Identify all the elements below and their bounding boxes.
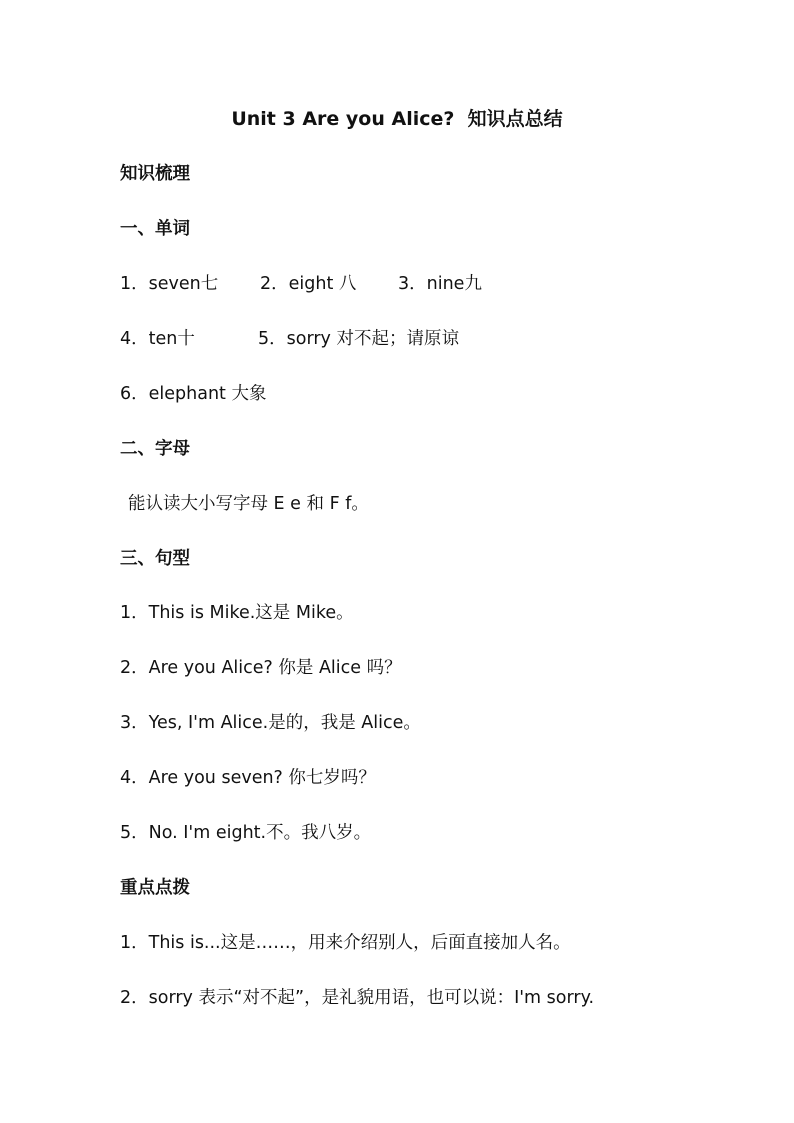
word-item: 5．sorry 对不起；请原谅 <box>258 329 459 349</box>
section-heading-overview: 知识梳理 <box>120 164 190 184</box>
letters-text: 能认读大小写字母 E e 和 F f。 <box>128 494 369 514</box>
word-item: 2．eight 八 <box>260 274 357 294</box>
key-points-heading: 重点点拨 <box>120 878 190 898</box>
key-point-item: 1．This is...这是……，用来介绍别人，后面直接加人名。 <box>120 933 571 953</box>
document-title: Unit 3 Are you Alice? 知识点总结 <box>231 108 563 130</box>
sentence-item: 1．This is Mike.这是 Mike。 <box>120 603 354 623</box>
sentence-item: 2．Are you Alice? 你是 Alice 吗？ <box>120 658 402 678</box>
word-item: 6．elephant 大象 <box>120 384 267 404</box>
sentence-item: 5．No. I'm eight.不。我八岁。 <box>120 823 372 843</box>
word-item: 1．seven七 <box>120 274 219 294</box>
word-item: 3．nine九 <box>398 274 482 294</box>
word-item: 4．ten十 <box>120 329 195 349</box>
part3-heading: 三、句型 <box>120 549 190 569</box>
part1-heading: 一、单词 <box>120 219 190 239</box>
sentence-item: 3．Yes, I'm Alice.是的，我是 Alice。 <box>120 713 421 733</box>
part2-heading: 二、字母 <box>120 439 190 459</box>
sentence-item: 4．Are you seven? 你七岁吗？ <box>120 768 376 788</box>
key-point-item: 2．sorry 表示“对不起”，是礼貌用语，也可以说：I'm sorry. <box>120 988 595 1008</box>
